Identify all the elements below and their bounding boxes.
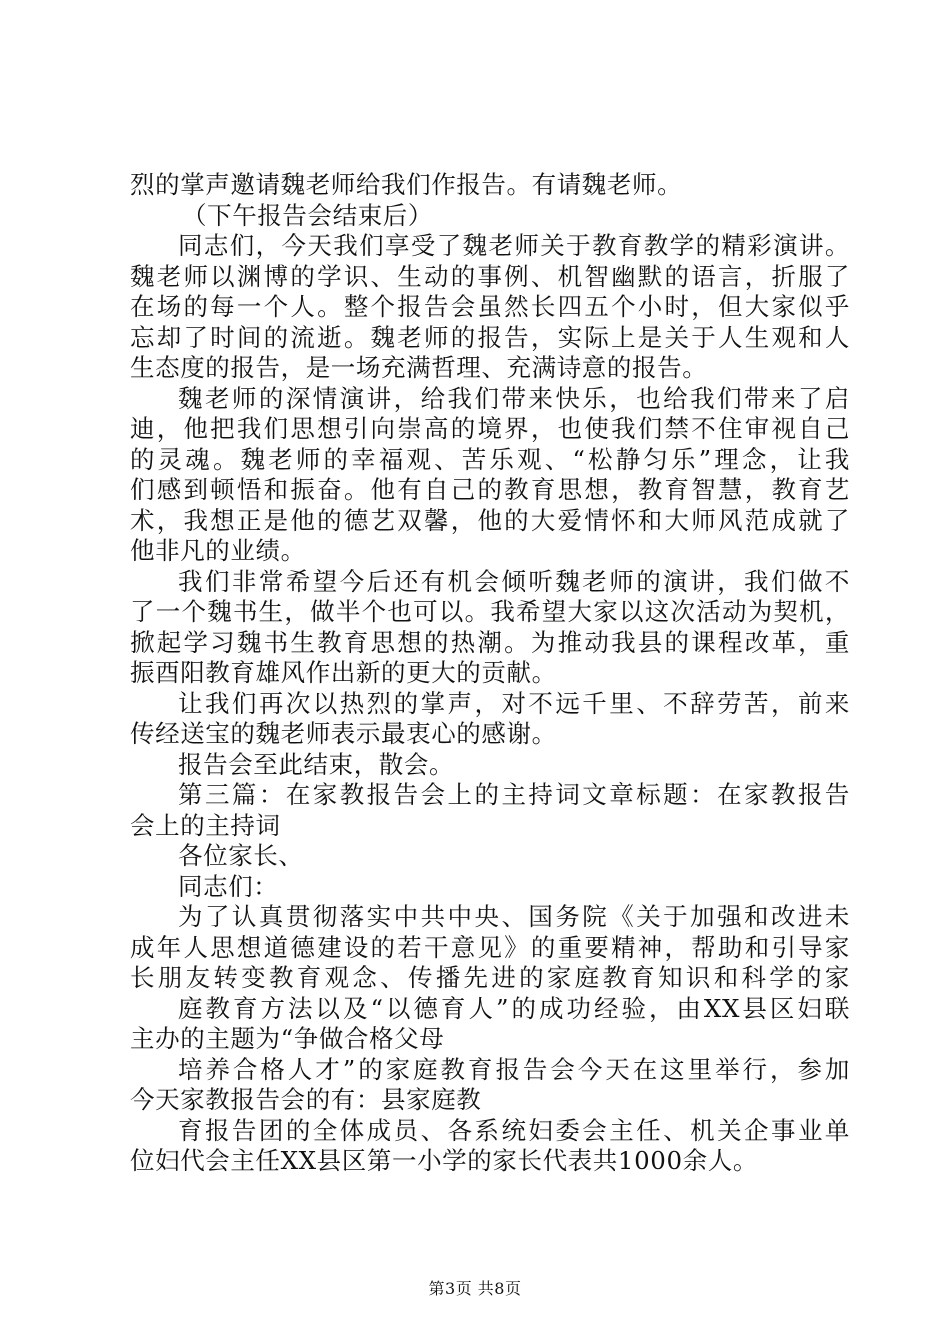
text-line: 生态度的报告，是一场充满哲理、充满诗意的报告。	[130, 353, 708, 382]
text-line: 迪，他把我们思想引向崇高的境界，也使我们禁不住审视自己	[130, 414, 850, 443]
text-line: 了一个魏书生，做半个也可以。我希望大家以这次活动为契机，	[130, 597, 850, 626]
paragraph-start: 魏老师的深情演讲，给我们带来快乐，也给我们带来了启	[178, 383, 850, 413]
text-line: 振酉阳教育雄风作出新的更大的贡献。	[130, 658, 557, 687]
text-line: 今天家教报告会的有：县家庭教	[130, 1085, 482, 1114]
paragraph-start: 报告会至此结束，散会。	[178, 749, 455, 779]
page-number-footer: 第3页 共8页	[428, 1279, 522, 1298]
paragraph-start: 让我们再次以热烈的掌声，对不远千里、不辞劳苦，前来	[178, 688, 850, 718]
text-line: 们感到顿悟和振奋。他有自己的教育思想，教育智慧，教育艺	[130, 475, 850, 504]
text-line: 掀起学习魏书生教育思想的热潮。为推动我县的课程改革，重	[130, 627, 850, 657]
document-body	[130, 170, 850, 1177]
text-line: 术，我想正是他的德艺双馨，他的大爱情怀和大师风范成就了	[130, 505, 850, 535]
paragraph-start: 培养合格人才”的家庭教育报告会今天在这里举行，参加	[178, 1054, 850, 1084]
text-line: 主办的主题为“争做合格父母	[130, 1024, 445, 1053]
text-line: 位妇代会主任XX县区第一小学的家长代表共1000余人。	[130, 1146, 758, 1175]
text-line: 传经送宝的魏老师表示最衷心的感谢。	[130, 719, 557, 748]
text-line: 的灵魂。魏老师的幸福观、苦乐观、“松静匀乐”理念，让我	[130, 444, 850, 474]
salutation: 各位家长、	[178, 841, 304, 870]
text-line: 长朋友转变教育观念、传播先进的家庭教育知识和科学的家	[130, 963, 850, 992]
paragraph-start: 我们非常希望今后还有机会倾听魏老师的演讲，我们做不	[178, 566, 850, 596]
text-line: 在场的每一个人。整个报告会虽然长四五个小时，但大家似乎	[130, 292, 850, 321]
text-line: （下午报告会结束后）	[182, 200, 433, 230]
text-line: 忘却了时间的流逝。魏老师的报告，实际上是关于人生观和人	[130, 322, 850, 352]
text-line: 他非凡的业绩。	[130, 536, 306, 565]
text-line: 烈的掌声邀请魏老师给我们作报告。有请魏老师。	[130, 170, 683, 199]
salutation: 同志们：	[178, 871, 279, 901]
text-line: 魏老师以渊博的学识、生动的事例、机智幽默的语言，折服了	[130, 261, 850, 291]
section-heading: 第三篇：在家教报告会上的主持词文章标题：在家教报告	[178, 780, 850, 809]
paragraph-start: 同志们，今天我们享受了魏老师关于教育教学的精彩演讲。	[178, 231, 850, 260]
section-heading-continued: 会上的主持词	[130, 810, 281, 840]
paragraph-start: 育报告团的全体成员、各系统妇委会主任、机关企事业单	[178, 1115, 850, 1145]
paragraph-start: 庭教育方法以及“以德育人”的成功经验，由XX县区妇联	[178, 993, 850, 1023]
text-line: 成年人思想道德建设的若干意见》的重要精神，帮助和引导家	[130, 932, 850, 962]
paragraph-start: 为了认真贯彻落实中共中央、国务院《关于加强和改进未	[178, 902, 850, 931]
